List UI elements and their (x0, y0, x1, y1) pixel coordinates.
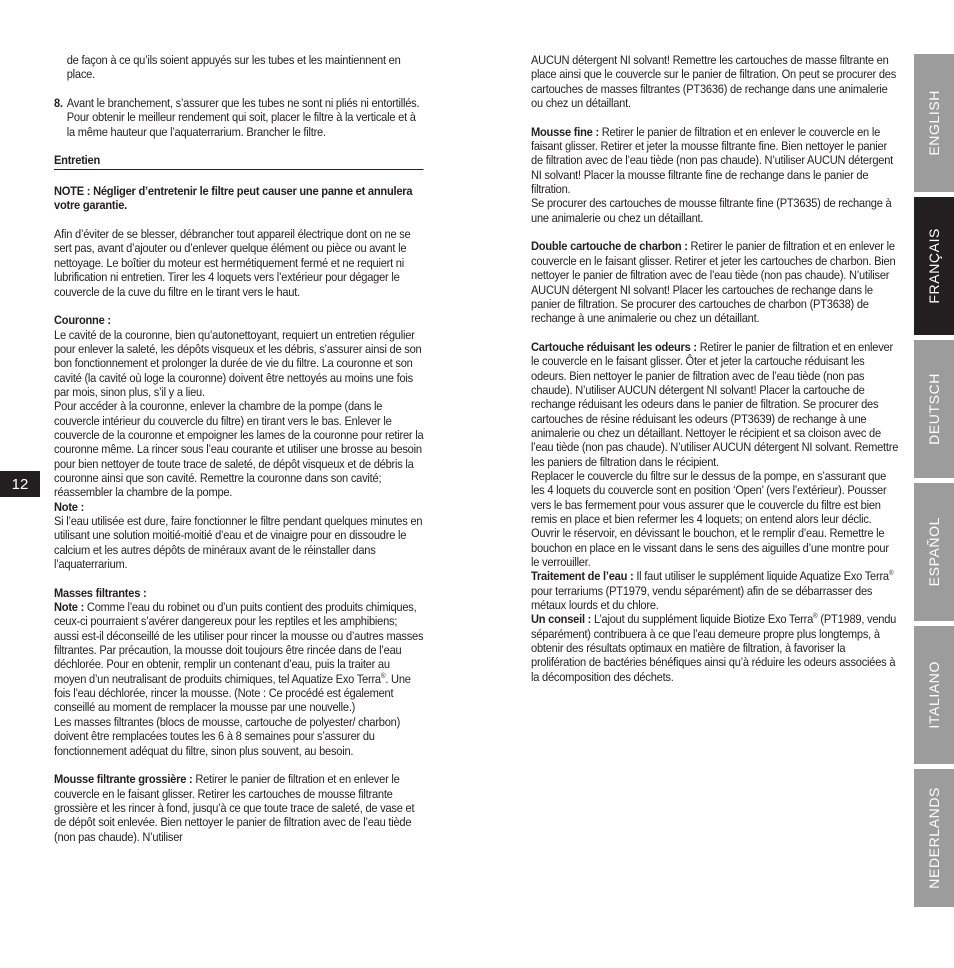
tab-espanol[interactable] (914, 483, 954, 621)
registered-mark: ® (380, 672, 386, 680)
crown-note-label (54, 500, 423, 514)
odor-label: Cartouche réduisant les odeurs : (531, 339, 697, 354)
tip-text-a: L’ajout du supplément liquide Biotize Exo Terra (591, 612, 814, 627)
registered-mark: ® (813, 613, 818, 621)
tab-nederlands[interactable] (914, 769, 954, 907)
tab-espanol-label: ESPAÑOL (926, 517, 942, 587)
carbon-text: Retirer le panier de filtration et en enlever le couvercle en le faisant glisser. Retirer et jeter les cartouches de charbon. Bien nettoyer le panier de filtration avec de l’eau tiède (non pas chaude). N’utiliser AUCUN détergent NI solvant! Placer les cartouches de rechange dans le panier de filtration. Se procurer des cartouches de charbon (PT3638) de rechange à une animalerie ou chez un détaillant. (531, 239, 896, 326)
fine-foam-text-2: Se procurer des cartouches de mousse filtrante fine (PT3635) de rechange à une animalerie ou chez un détaillant. (531, 196, 892, 225)
water-treatment-text-a: Il faut utiliser le supplément liquide Aquatize Exo Terra (633, 569, 889, 584)
fine-foam-paragraph (531, 125, 899, 225)
step-7-continuation: de façon à ce qu’ils soient appuyés sur les tubes et les maintiennent en place. (66, 53, 401, 82)
maintenance-heading-text: Entretien (54, 153, 101, 168)
fine-foam-text: Retirer le panier de filtration et en enlever le couvercle en le faisant glisser. Retirer et jeter la mousse filtrante fine. Bien nettoyer le panier de filtration avec de l’eau tiède (non pas chaude). N’utiliser AUCUN détergent NI solvant! Placer la mousse filtrante fine de rechange dans le panier de filtration. (531, 124, 894, 197)
media-note-text-b: . Une fois l’eau déchlorée, rincer la mousse. (Note : Ce procédé est également conseillé au moment de remplacer la mousse par une nouvelle.) (54, 671, 411, 715)
right-column (531, 53, 899, 684)
crown-heading (54, 313, 423, 327)
tab-francais-label: FRANÇAIS (926, 228, 942, 304)
coarse-foam-text: Retirer le panier de filtration et en enlever le couvercle en le faisant glisser. Retirer les cartouches de mousse filtrante grossière et les rincer à fond, jusqu’à ce que toute trace de saleté, de vase et de dépôt soit enlevée. Bien nettoyer le panier de filtration avec de l’eau tiède (non pas chaude). N’utiliser (54, 772, 415, 844)
crown-paragraph-2: Pour accéder à la couronne, enlever la chambre de la pompe (dans le couvercle intérieur du couvercle du filtre) en tirant vers le bas. Enlever le couvercle de la couronne et empoigner les lames de la couronne pour retirer la couronne même. La rincer sous l’eau courante et utiliser une brosse au besoin pour bien nettoyer de toute trace de saleté, de dépôt visqueux et de débris la couronne ainsi que son cavité. Remettre la couronne dans son cavité; réassembler la chambre de la pompe. (54, 399, 424, 500)
warranty-note-text: NOTE : Négliger d’entretenir le filtre peut causer une panne et annulera votre garantie. (54, 184, 413, 213)
coarse-foam-continuation: AUCUN détergent NI solvant! Remettre les cartouches de masse filtrante en place ainsi que le couvercle sur le panier de filtration. On peut se procurer des cartouches de masses filtrantes (PT3636) de rechange dans une animalerie ou chez un détaillant. (531, 53, 897, 111)
media-heading (54, 586, 423, 600)
step-8-text: Avant le branchement, s’assurer que les tubes ne sont ni pliés ni entortillés. Pour obtenir le meilleur rendement qui soit, placer le filtre à la verticale et à la même hauteur que l’aquaterrarium. Brancher le filtre. (66, 96, 420, 139)
media-heading-text: Masses filtrantes : (54, 585, 147, 600)
fine-foam-label: Mousse fine : (531, 124, 599, 139)
step-8 (54, 96, 423, 139)
tip-paragraph (531, 612, 899, 684)
coarse-foam-paragraph (54, 772, 423, 844)
water-treatment-paragraph (531, 569, 899, 612)
tab-english[interactable] (914, 54, 954, 192)
media-note-label: Note : (54, 600, 85, 615)
tab-deutsch[interactable] (914, 340, 954, 478)
reservoir-paragraph: Ouvrir le réservoir, en dévissant le bouchon, et le remplir d’eau. Remettre le bouchon en place en le vissant dans le sens des aiguilles d’une montre pour le verrouiller. (531, 526, 889, 570)
maintenance-heading (54, 153, 423, 169)
crown-heading-text: Couronne : (54, 313, 111, 328)
odor-paragraph (531, 340, 899, 469)
left-column (54, 53, 423, 858)
tab-deutsch-label: DEUTSCH (926, 373, 942, 445)
crown-note-label-text: Note : (54, 499, 85, 514)
tab-nederlands-label: NEDERLANDS (926, 787, 942, 889)
tip-text-b: (PT1989, vendu séparément) contribuera à ce que l’eau demeure propre plus longtemps, à obtenir des résultats optimaux en matière de filtration, à favoriser la prolifération de bactéries bénéfiques ainsi qu’à réduire les odeurs associées à la décomposition des déchets. (531, 612, 897, 684)
tab-italiano-label: ITALIANO (926, 661, 942, 729)
water-treatment-text-b: pour terrariums (PT1979, vendu séparément) afin de se débarrasser des métaux lourds et du chlore. (531, 583, 873, 613)
carbon-label: Double cartouche de charbon : (531, 239, 688, 254)
water-treatment-label: Traitement de l’eau : (531, 569, 634, 584)
step-8-number: 8. (54, 96, 63, 111)
carbon-paragraph (531, 239, 899, 325)
tab-francais[interactable] (914, 197, 954, 335)
tab-italiano[interactable] (914, 626, 954, 764)
safety-paragraph: Afin d’éviter de se blesser, débrancher tout appareil électrique dont on ne se sert pas, avant d’ajouter ou d’enlever quelque élément ou pièce ou avant le nettoyage. Le boîtier du moteur est hermétiquement fermé et ne requiert ni lubrification ni entretien. Tirer les 4 loquets vers l’extérieur pour dégager le couvercle de la cuve du filtre en le tirant vers le haut. (54, 227, 411, 299)
registered-mark: ® (888, 570, 894, 578)
page-number: 12 (0, 471, 40, 497)
media-note (54, 600, 423, 715)
warranty-note (54, 184, 423, 213)
odor-text: Retirer le panier de filtration et en enlever le couvercle en le faisant glisser. Ôter et jeter la cartouche réduisant les odeurs. Bien nettoyer le panier de filtration avec de l’eau tiède (non pas chaude). N’utiliser AUCUN détergent NI solvant! Placer la cartouche de rechange réduisant les odeurs dans le panier de filtration. Se procurer des cartouches de résine réduisant les odeurs (PT3639) de rechange à une animalerie ou chez un détaillant. Nettoyer le récipient et sa cloison avec de l’eau tiède (non pas chaude). N’utiliser AUCUN détergent NI solvant. Remettre les paniers de filtration dans le récipient. (531, 339, 899, 469)
tip-label: Un conseil : (531, 612, 592, 627)
crown-paragraph-1: Le cavité de la couronne, bien qu’autonettoyant, requiert un entretien régulier pour enlever la saleté, les dépôts visqueux et les débris, s’assurer ainsi de son bon fonctionnement et prolonger la durée de vie du filtre. La couronne et son cavité (la cavité où loge la couronne) doivent être nettoyés au moins une fois par mois, sinon plus, s’il y a lieu. (54, 327, 422, 399)
tab-english-label: ENGLISH (926, 90, 942, 156)
language-tabs (914, 54, 954, 912)
replace-cover-paragraph: Replacer le couvercle du filtre sur le dessus de la pompe, en s’assurant que les 4 loquets du couvercle sont en position ‘Open’ (vers l’extérieur). Pousser vers le bas fermement pour vous assurer que le couvercle du filtre est bien remis en place et bien refermer les 4 loquets; on entend alors leur déclic. (531, 468, 887, 526)
crown-note: Si l’eau utilisée est dure, faire fonctionner le filtre pendant quelques minutes en utilisant une solution moitié-moitié d’eau et de vinaigre pour en dissoudre le calcium et les autres dépôts de minéraux avant de le réinstaller dans l’aquaterrarium. (54, 514, 423, 572)
coarse-foam-label: Mousse filtrante grossière : (54, 772, 193, 787)
media-note-text-a: Comme l’eau du robinet ou d’un puits contient des produits chimiques, ceux-ci pourraient s’avérer dangereux pour les reptiles et les amphibiens; aussi est-il déconseillé de les utiliser pour rincer la mousse ou d’autres masses filtrantes. Par précaution, la mousse doit toujours être rincée dans de l’eau déchlorée. Pour en obtenir, remplir un contenant d’eau, puis la traiter au moyen d’un neutralisant de produits chimiques, tel Aquatize Exo Terra (54, 600, 424, 686)
media-replacement: Les masses filtrantes (blocs de mousse, cartouche de polyester/ charbon) doivent être remplacées toutes les 6 à 8 semaines pour s’assurer du fonctionnement adéquat du filtre, sinon plus souvent, au besoin. (54, 714, 401, 758)
